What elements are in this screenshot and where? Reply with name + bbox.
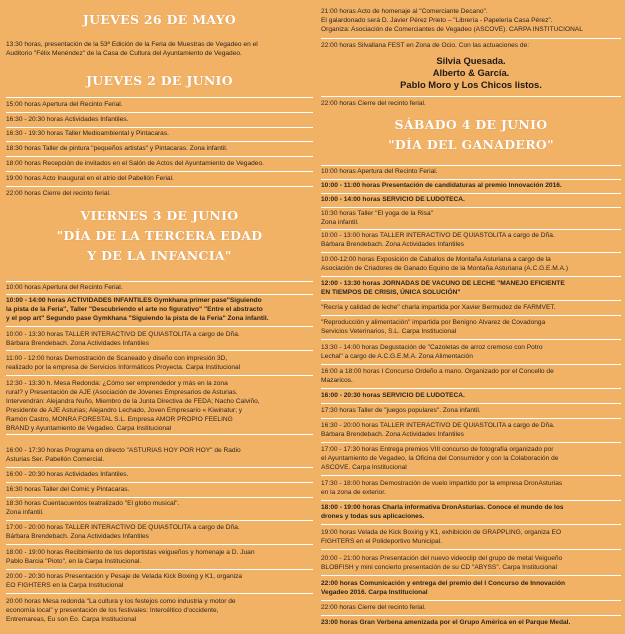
divider xyxy=(321,38,621,39)
divider xyxy=(6,497,313,498)
divider xyxy=(321,315,621,316)
event-sabado4-13: 16:30 - 20:00 horas TALLER INTERACTIVO DE QUIASTOLITA a cargo de Dña. Bárbara Brendebach. Zona Actividades Infantiles xyxy=(321,422,555,438)
divider xyxy=(321,364,621,365)
divider xyxy=(321,276,621,277)
divider xyxy=(6,593,313,594)
event-viernes3-8: 18:30 horas Cuentacuentos teatralizado "El globo musical". Zona infantil. xyxy=(6,500,180,516)
divider xyxy=(6,544,313,545)
event-viernes3-11: 20:00 - 20:30 horas Presentación y Pesaje de Velada Kick Boxing y K1, organiza EO FIGHTERS en la Carpa Institucional xyxy=(6,573,243,589)
divider xyxy=(321,339,621,340)
divider xyxy=(6,127,313,128)
divider xyxy=(321,615,621,616)
divider xyxy=(321,300,621,301)
event-viernes3-1: 10:00 - 14:00 horas ACTIVIDADES INFANTILES Gymkhana primer pase"Siguiendo la pista de la Feria", Taller "Descubriendo el arte no figurativo" "Entre el abstracto y el pop art" Segundo pase Gymkhana "Siguiendo la pista de la Feria" Zona infantil. xyxy=(6,297,269,322)
event-sabado4-6: 12:00 - 13:30 horas JORNADAS DE VACUNO DE LECHE "MANEJO EFICIENTE EN TIEMPOS DE CRISIS, ÚNICA SOLUCIÓN" xyxy=(321,280,565,296)
divider xyxy=(6,434,313,435)
event-jueves2-5: 19:00 horas Acto Inaugural en el atrio del Pabellón Ferial. xyxy=(6,175,174,182)
event-viernes3-5: 16:00 - 17:30 horas Programa en directo "ASTURIAS HOY POR HOY" de Radio Asturias Ser. Pabellón Comercial. xyxy=(6,447,241,463)
event-viernes3-6: 16:00 - 20:30 horas Actividades Infantiles. xyxy=(6,471,129,478)
event-sabado4-1: 10:00 - 11:00 horas Presentación de candidaturas al premio Innovación 2016. xyxy=(321,182,562,189)
event-sabado4-8: "Reproducción y alimentación" impartida por Benigno Álvarez de Covadonga Servicios Veterinarios, S.L. Carpa Institucional xyxy=(321,319,546,335)
divider xyxy=(321,229,621,230)
event-viernes3-3: 11:00 - 12:00 horas Demostración de Scaneado y diseño con impresión 3D, realizado por la empresa de Servicios Informáticos Proyecta. Carpa Institucional xyxy=(6,355,241,371)
divider xyxy=(6,112,313,113)
event-viernes3-cont-1: 22:00 horas Silvallana FEST en Zona de Ocio. Con las actuaciones de: xyxy=(321,42,530,49)
event-viernes3-7: 16:30 horas Taller del Comic y Pintacaras. xyxy=(6,486,130,493)
event-jueves26-0: 13:30 horas, presentación de la 53ª Edición de la Feria de Muestras de Vegadeo en el Auditorio "Félix Menéndez" de la Casa de Cultura del Ayuntamiento de Vegadeo. xyxy=(6,41,258,57)
event-viernes3-4: 12:30 - 13:30 h. Mesa Redonda: ¿Cómo ser emprendedor y más en la zona rural? y Presentación de AJE (Asociación de Jóvenes Empresarios de Asturias. Intervendrán: Alejandra Nuño, Miembro de la Junta Directiva de FEDA; Nacho Calviño, Presidente de AJE Asturias; Alejandro Lechado, Joven Empresario « Kiwinatur; y Ramón Castro, MONRA FORESTAL S.L. Empresa AMOR PROPIO FEELING BRAND y Ayuntamiento de Vegadeo. Carpa Institucional xyxy=(6,380,260,432)
divider xyxy=(321,475,621,476)
event-jueves2-2: 16:30 - 19:30 horas Taller Medioambiental y Pintacaras. xyxy=(6,130,169,137)
event-jueves2-3: 18:30 horas Taller de pintura "pequeños artistas" y Pintacaras. Zona infantil. xyxy=(6,145,228,152)
divider xyxy=(6,375,313,376)
divider xyxy=(321,418,621,419)
subtitle-viernes-2: Y DE LA INFANCIA" xyxy=(87,248,232,263)
divider xyxy=(6,141,313,142)
event-sabado4-7: "Recría y calidad de leche" charla impartida por Xavier Bermudez de FARMVET. xyxy=(321,304,556,311)
event-sabado4-21: 23:00 horas Gran Verbena amenizada por el Grupo América en el Parque Medal. xyxy=(321,619,571,626)
event-sabado4-4: 10:00 - 13:00 horas TALLER INTERACTIVO DE QUIASTOLITA a cargo de Dña. Bárbara Brendebach. Zona Actividades Infantiles xyxy=(321,232,555,248)
divider xyxy=(321,549,621,550)
event-jueves2-4: 18:00 horas Recepción de invitados en el Salón de Actos del Ayuntamiento de Vegadeo. xyxy=(6,160,264,167)
event-viernes3-9: 17:00 - 20:00 horas TALLER INTERACTIVO DE QUIASTOLITA a cargo de Dña. Bárbara Brendebach. Zona Actividades Infantiles xyxy=(6,524,240,540)
divider xyxy=(6,294,313,295)
event-jueves2-1: 16:30 - 20:30 horas Actividades Infantiles. xyxy=(6,116,129,123)
divider xyxy=(6,467,313,468)
event-sabado4-11: 16:00 - 20:30 horas SERVICIO DE LUDOTECA. xyxy=(321,392,465,399)
heading-viernes-3: VIERNES 3 DE JUNIO xyxy=(80,208,239,223)
event-sabado4-20: 22:00 horas Cierre del recinto ferial. xyxy=(321,604,426,611)
event-sabado4-0: 10:00 horas Apertura del Recinto Ferial. xyxy=(321,168,438,175)
event-sabado4-17: 19:00 horas Velada de Kick Boxing y K1, exhibición de GRAPPLING, organiza EO FIGHTERS en el Polideportivo Municipal. xyxy=(321,529,562,545)
divider xyxy=(321,96,621,97)
divider xyxy=(6,281,313,282)
divider xyxy=(321,442,621,443)
event-viernes3-0: 10:00 horas Apertura del Recinto Ferial. xyxy=(6,284,123,291)
heading-sabado-4: SÁBADO 4 DE JUNIO xyxy=(394,117,548,132)
event-sabado4-3: 10:30 horas Taller "El yoga de la Risa" Zona infantil. xyxy=(321,210,433,226)
event-viernes3-cont-closing: 22:00 horas Cierre del recinto ferial. xyxy=(321,100,426,107)
event-sabado4-16: 18:00 - 19:00 horas Charla informativa DronAsturias. Conoce el mundo de los drones y todas sus aplicaciones. xyxy=(321,504,564,520)
divider xyxy=(6,350,313,351)
event-viernes3-10: 18:00 - 19:00 horas Recibimiento de los deportistas veigueños y homenaje a D. Juan Pablo Barcia "Pioto", en la Carpa Institucional. xyxy=(6,549,255,565)
divider xyxy=(321,207,621,208)
event-sabado4-14: 17:00 - 17:30 horas Entrega premios VIII concurso de fotografía organizado por el Ayuntamiento de Vegadeo, la Oficina del Consumidor y con la Colaboración de ASCOVE. Carpa Institucional xyxy=(321,446,559,471)
divider xyxy=(6,569,313,570)
divider xyxy=(321,575,621,576)
subtitle-sabado: "DÍA DEL GANADERO" xyxy=(388,137,554,152)
event-jueves2-0: 15:00 horas Apertura del Recinto Ferial. xyxy=(6,101,123,108)
divider xyxy=(6,97,313,98)
heading-jueves-2: JUEVES 2 DE JUNIO xyxy=(86,73,233,88)
divider xyxy=(6,520,313,521)
divider xyxy=(321,500,621,501)
divider xyxy=(321,403,621,404)
heading-jueves-26: JUEVES 26 DE MAYO xyxy=(82,12,237,27)
divider xyxy=(321,252,621,253)
divider xyxy=(321,193,621,194)
divider xyxy=(321,179,621,180)
divider xyxy=(6,482,313,483)
divider xyxy=(6,186,313,187)
event-sabado4-15: 17:30 - 18:00 horas Demostración de vuelo impartido por la empresa DronAsturias en la zona de exterior. xyxy=(321,480,563,496)
event-sabado4-10: 16:00 a 18:00 horas I Concurso Ordeño a mano. Organizado por el Concello de Mazaricos. xyxy=(321,368,554,384)
divider xyxy=(6,171,313,172)
divider xyxy=(321,600,621,601)
divider xyxy=(321,524,621,525)
event-sabado4-2: 10:00 - 14:00 horas SERVICIO DE LUDOTECA. xyxy=(321,196,465,203)
divider xyxy=(321,165,621,166)
event-viernes3-2: 10:00 - 13:30 horas TALLER INTERACTIVO DE QUIASTOLITA a cargo de Dña. Bárbara Brendebach. Zona Actividades Infantiles xyxy=(6,331,240,347)
event-sabado4-9: 13:30 - 14:00 horas Degustación de "Cazoletas de arroz cremoso con Potro Lechal" a cargo de A.C.G.E.M.A. Zona Alimentación xyxy=(321,344,543,360)
column-gap xyxy=(315,0,317,634)
divider xyxy=(6,326,313,327)
event-sabado4-18: 20:00 - 21:00 horas Presentación del nuevo videoclip del grupo de metal Veigueño BLOBFISH y mini concierto presentación de su CD "ABYSS". Carpa Institucional xyxy=(321,555,563,571)
event-viernes3-12: 20:00 horas Mesa redonda "La cultura y los festejos como industria y motor de economía local" y presentación de los festivales: Intercéltico d'occidente, Entremareas, Eu son Eo. Carpa Institucional xyxy=(6,598,236,623)
event-sabado4-12: 17:30 horas Taller de "juegos populares". Zona infantil. xyxy=(321,407,481,414)
event-sabado4-19: 22:00 horas Comunicación y entrega del premio del I Concurso de Innovación Vegadeo 2016. Carpa Institucional xyxy=(321,580,566,596)
event-viernes3-cont-0: 21:00 horas Acto de homenaje al "Comerciante Decano". El galardonado será D. Javier Pérez Prieto – "Librería - Papelería Casa Pérez". Organiza: Asociación de Comerciantes de Vegadeo (ASCOVE). CARPA INSTITUCIONAL xyxy=(321,8,583,33)
event-jueves2-6: 22:00 horas Cierre del recinto ferial. xyxy=(6,190,111,197)
divider xyxy=(6,156,313,157)
artist-list: Silvia Quesada. Alberto & García. Pablo Moro y Los Chicos listos. xyxy=(400,55,542,90)
subtitle-viernes-1: "DÍA DE LA TERCERA EDAD xyxy=(56,228,263,243)
divider xyxy=(321,388,621,389)
event-sabado4-5: 10:00-12:00 horas Exposición de Caballos de Montaña Asturiana a cargo de la Asociación de Criadores de Ganado Equino de la Montaña Asturiana (A.C.G.E.M.A.) xyxy=(321,256,569,272)
